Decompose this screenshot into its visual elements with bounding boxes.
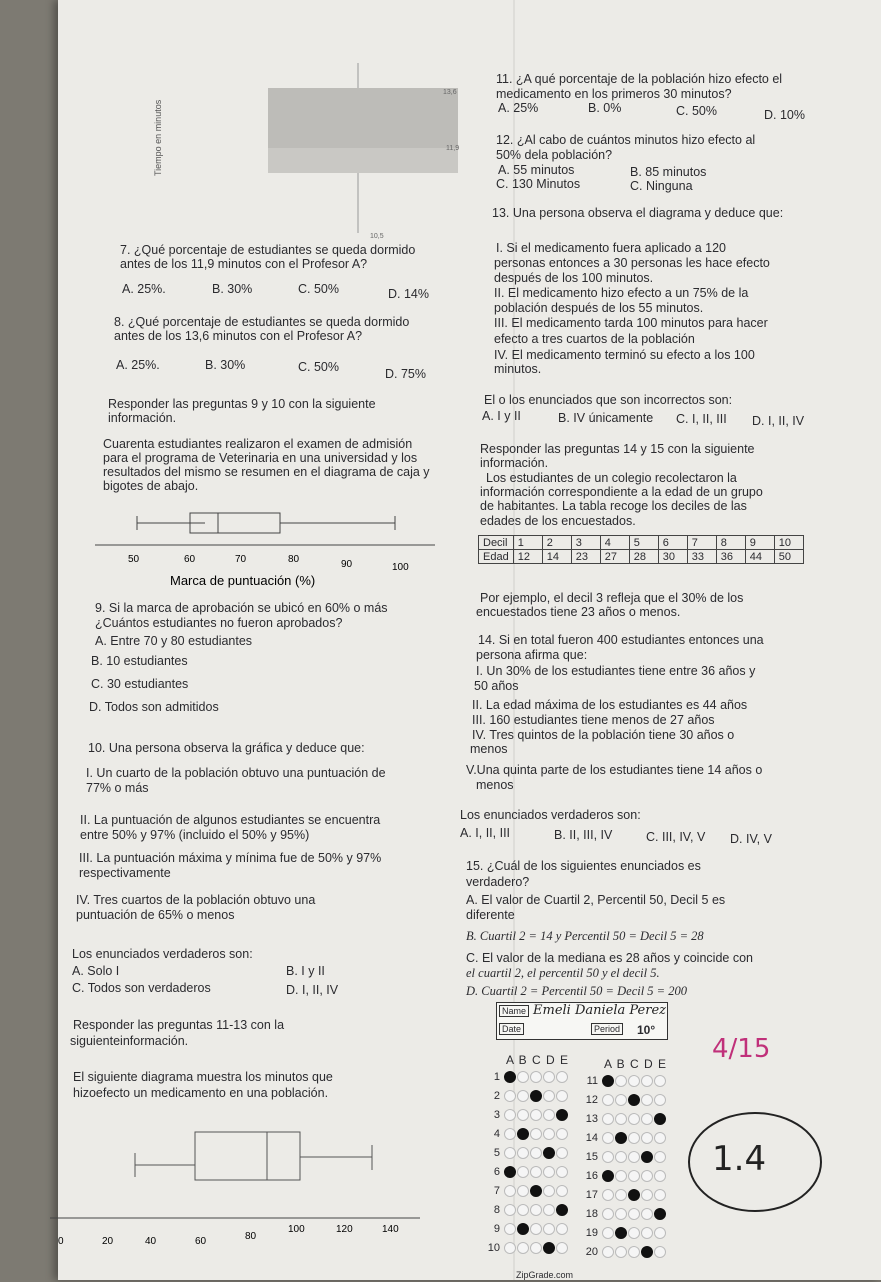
q8-option-c: C. 50%	[298, 360, 339, 374]
q14-line-9: V.Una quinta parte de los estudiantes tiene 14 años o	[466, 763, 763, 777]
q11-stem-2: medicamento en los primeros 30 minutos?	[496, 87, 732, 101]
answer-row	[582, 1224, 667, 1243]
period-label: Period	[591, 1023, 623, 1035]
q11-option-a: A. 25%	[498, 101, 539, 115]
answer-bubble[interactable]	[641, 1151, 653, 1163]
answer-bubble[interactable]	[641, 1189, 653, 1201]
example-note-2: encuestados tiene 23 años o menos.	[476, 605, 681, 619]
answer-row-number: 19	[585, 1227, 598, 1239]
table-cell: 36	[716, 550, 745, 564]
med-tick-0: 0	[58, 1236, 64, 1247]
answer-bubble[interactable]	[517, 1109, 529, 1121]
q15-option-a1: A. El valor de Cuartil 2, Percentil 50, Decil 5 es	[466, 893, 726, 907]
answer-bubble[interactable]	[628, 1151, 640, 1163]
handwritten-grade: 1.4	[712, 1139, 767, 1179]
intro-11-13-b: siguienteinformación.	[70, 1034, 189, 1048]
intro-14-15: Responder las preguntas 14 y 15 con la siguiente información.	[480, 442, 755, 470]
q15-stem-2: verdadero?	[466, 875, 530, 889]
answer-row-number: 2	[493, 1090, 500, 1102]
q7-stem: 7. ¿Qué porcentaje de estudiantes se queda dormido antes de los 11,9 minutos con el Profesor A?	[120, 243, 416, 271]
q12-stem-2: 50% dela población?	[496, 148, 613, 162]
answer-bubble[interactable]	[504, 1109, 516, 1121]
answer-row	[484, 1220, 569, 1239]
q9-option-b: B. 10 estudiantes	[91, 654, 188, 668]
answer-bubble[interactable]	[602, 1132, 614, 1144]
q7-option-b: B. 30%	[212, 282, 253, 296]
q13-option-b: B. IV únicamente	[558, 411, 654, 425]
answer-bubble[interactable]	[530, 1242, 542, 1254]
answer-bubble[interactable]	[504, 1128, 516, 1140]
medicine-box-plot	[40, 1120, 440, 1250]
answer-row-number: 10	[487, 1242, 500, 1254]
answer-row-number: 5	[493, 1147, 500, 1159]
answer-bubble[interactable]	[654, 1227, 666, 1239]
top-box-plot	[148, 58, 468, 248]
answer-bubble[interactable]	[556, 1185, 568, 1197]
table-cell: 27	[600, 550, 629, 564]
q10-statement-2a: II. La puntuación de algunos estudiantes se encuentra	[80, 813, 381, 827]
table-cell: 3	[571, 536, 600, 550]
period-value: 10°	[637, 1023, 656, 1037]
answer-bubble[interactable]	[543, 1242, 555, 1254]
q12-stem-1: 12. ¿Al cabo de cuántos minutos hizo efecto al	[496, 133, 756, 147]
answer-bubble[interactable]	[602, 1246, 614, 1258]
answer-bubble[interactable]	[602, 1170, 614, 1182]
q13-line-4: II. El medicamento hizo efecto a un 75% de la	[494, 286, 749, 300]
answer-row	[484, 1087, 569, 1106]
table-cell: 1	[513, 536, 542, 550]
top-tick-1: 13,6	[443, 89, 457, 96]
answer-row	[484, 1163, 569, 1182]
answer-sheet-header	[496, 1002, 668, 1040]
top-tick-2: 11,9	[446, 145, 460, 152]
answer-row	[582, 1205, 667, 1224]
answer-bubble[interactable]	[628, 1189, 640, 1201]
answer-bubble[interactable]	[615, 1227, 627, 1239]
answer-row-number: 20	[585, 1246, 598, 1258]
context-11-13-a: El siguiente diagrama muestra los minutos que	[73, 1070, 333, 1084]
q14-line-4: 50 años	[474, 679, 519, 693]
answer-bubble[interactable]	[602, 1208, 614, 1220]
handwritten-score: 4/15	[712, 1034, 771, 1064]
q13-option-a: A. I y II	[482, 409, 521, 423]
answer-bubble[interactable]	[504, 1147, 516, 1159]
answer-bubble[interactable]	[530, 1185, 542, 1197]
answer-row-number: 6	[493, 1166, 500, 1178]
context-11-13-b: hizoefecto un medicamento en una población.	[73, 1086, 329, 1100]
answer-row-number: 15	[585, 1151, 598, 1163]
answer-row-number: 7	[493, 1185, 500, 1197]
q15-option-d: D. Cuartil 2 = Percentil 50 = Decil 5 = 200	[466, 984, 687, 998]
answer-bubble[interactable]	[530, 1128, 542, 1140]
q13-line-2: personas entonces a 30 personas les hace efecto	[494, 256, 770, 270]
answer-bubble[interactable]	[543, 1128, 555, 1140]
med-box	[195, 1132, 300, 1180]
q12-option-a: A. 55 minutos	[498, 163, 575, 177]
footer-brand: ZipGrade.com	[516, 1270, 574, 1280]
q12-option-b: B. 85 minutos	[630, 165, 707, 179]
answer-bubble[interactable]	[530, 1090, 542, 1102]
q7-option-d: D. 14%	[388, 287, 429, 301]
answer-bubble[interactable]	[654, 1113, 666, 1125]
score-tick-60: 60	[184, 554, 196, 565]
answer-bubble[interactable]	[556, 1128, 568, 1140]
q10-true-label: Los enunciados verdaderos son:	[72, 947, 253, 961]
q8-stem: 8. ¿Qué porcentaje de estudiantes se queda dormido antes de los 13,6 minutos con el Profesor A?	[114, 315, 410, 343]
answer-row-number: 14	[585, 1132, 598, 1144]
answer-bubble[interactable]	[654, 1246, 666, 1258]
table-cell: 14	[542, 550, 571, 564]
med-tick-100: 100	[288, 1224, 305, 1235]
answer-row	[582, 1091, 667, 1110]
answer-bubble[interactable]	[504, 1090, 516, 1102]
answer-column-1	[484, 1068, 569, 1258]
age-row	[479, 550, 804, 564]
student-name: Emeli Daniela Perez	[533, 1003, 667, 1018]
table-cell: 5	[629, 536, 658, 550]
q15-option-b: B. Cuartil 2 = 14 y Percentil 50 = Decil 5 = 28	[466, 929, 704, 943]
q14-line-3: I. Un 30% de los estudiantes tiene entre 36 años y	[476, 664, 756, 678]
top-box-lower	[268, 148, 458, 173]
q12-option-c: C. 130 Minutos	[496, 177, 581, 191]
answer-bubble[interactable]	[602, 1113, 614, 1125]
answer-column-2	[582, 1072, 667, 1262]
answer-bubble[interactable]	[543, 1185, 555, 1197]
answer-bubble[interactable]	[530, 1223, 542, 1235]
score-tick-70: 70	[235, 554, 247, 565]
answer-bubble[interactable]	[530, 1166, 542, 1178]
q9-option-a: A. Entre 70 y 80 estudiantes	[95, 634, 253, 648]
table-cell: 28	[629, 550, 658, 564]
score-axis-label: Marca de puntuación (%)	[170, 573, 316, 588]
q10-statement-1b: 77% o más	[86, 781, 149, 795]
context-14-15-4: edades de los encuestados.	[480, 514, 636, 528]
answer-row	[582, 1167, 667, 1186]
answer-bubble[interactable]	[517, 1147, 529, 1159]
decile-row	[479, 536, 804, 550]
answer-bubble[interactable]	[641, 1094, 653, 1106]
q9-stem-2: ¿Cuántos estudiantes no fueron aprobados?	[95, 616, 343, 630]
q15-stem-1: 15. ¿Cuál de los siguientes enunciados es	[466, 859, 701, 873]
table-cell: 2	[542, 536, 571, 550]
answer-bubble[interactable]	[517, 1090, 529, 1102]
q10-option-b: B. I y II	[286, 964, 325, 978]
q10-statement-1a: I. Un cuarto de la población obtuvo una puntuación de	[86, 766, 386, 780]
answer-bubble[interactable]	[641, 1170, 653, 1182]
answer-bubble[interactable]	[628, 1208, 640, 1220]
age-row-label: Edad	[479, 550, 514, 564]
top-ylabel: Tiempo en minutos	[153, 99, 163, 176]
answer-row	[582, 1243, 667, 1262]
answer-bubble[interactable]	[556, 1242, 568, 1254]
q13-line-8: IV. El medicamento terminó su efecto a los 100	[494, 348, 755, 362]
answer-bubble[interactable]	[654, 1151, 666, 1163]
answer-bubble[interactable]	[556, 1223, 568, 1235]
context-14-15-2: información correspondiente a la edad de un grupo	[480, 485, 763, 499]
q13-incorrect-label: El o los enunciados que son incorrectos son:	[484, 393, 733, 407]
answer-bubble[interactable]	[556, 1166, 568, 1178]
answer-row-number: 13	[585, 1113, 598, 1125]
q13-line-1: I. Si el medicamento fuera aplicado a 120	[496, 241, 726, 255]
answer-bubble[interactable]	[543, 1166, 555, 1178]
answer-row-number: 1	[493, 1071, 500, 1083]
answer-bubble[interactable]	[602, 1189, 614, 1201]
answer-bubble[interactable]	[641, 1132, 653, 1144]
q8-option-b: B. 30%	[205, 358, 246, 372]
context-14-15-3: de habitantes. La tabla recoge los deciles de las	[480, 499, 747, 513]
answer-row	[484, 1125, 569, 1144]
answer-bubble[interactable]	[530, 1071, 542, 1083]
q11-option-d: D. 10%	[764, 108, 805, 122]
answer-row-number: 3	[493, 1109, 500, 1121]
q10-option-d: D. I, II, IV	[286, 983, 339, 997]
answer-bubble[interactable]	[628, 1075, 640, 1087]
answer-bubble[interactable]	[628, 1246, 640, 1258]
context-14-15-1: Los estudiantes de un colegio recolectaron la	[486, 471, 737, 485]
answer-row-number: 12	[585, 1094, 598, 1106]
answer-bubble[interactable]	[504, 1242, 516, 1254]
q13-line-7: efecto a tres cuartos de la población	[494, 332, 695, 346]
answer-bubble[interactable]	[517, 1204, 529, 1216]
answer-bubble[interactable]	[543, 1090, 555, 1102]
q10-statement-3a: III. La puntuación máxima y mínima fue de 50% y 97%	[79, 851, 382, 865]
intro-9-10: Responder las preguntas 9 y 10 con la siguiente información.	[108, 397, 376, 425]
answer-row	[484, 1144, 569, 1163]
answer-row	[484, 1201, 569, 1220]
answer-bubble[interactable]	[556, 1147, 568, 1159]
answer-bubble[interactable]	[530, 1109, 542, 1121]
answer-bubble[interactable]	[517, 1223, 529, 1235]
answer-bubble[interactable]	[543, 1204, 555, 1216]
context-9-10: Cuarenta estudiantes realizaron el examen de admisión para el programa de Veterinaria en una universidad y los resultados del mismo se resumen en el diagrama de caja y bigotes de abajo.	[103, 437, 430, 493]
answer-bubble[interactable]	[602, 1227, 614, 1239]
q9-option-d: D. Todos son admitidos	[89, 700, 219, 714]
table-cell: 33	[687, 550, 716, 564]
q10-statement-3b: respectivamente	[79, 866, 171, 880]
q11-option-b: B. 0%	[588, 101, 622, 115]
answer-row-number: 16	[585, 1170, 598, 1182]
answer-row-number: 9	[493, 1223, 500, 1235]
answer-bubble[interactable]	[543, 1223, 555, 1235]
q8-option-a: A. 25%.	[116, 358, 160, 372]
q14-line-5: II. La edad máxima de los estudiantes es 44 años	[472, 698, 748, 712]
score-tick-100: 100	[392, 562, 409, 573]
med-tick-120: 120	[336, 1224, 353, 1235]
answer-row	[582, 1072, 667, 1091]
q13-line-9: minutos.	[494, 362, 542, 376]
table-cell: 30	[658, 550, 687, 564]
q13-option-c: C. I, II, III	[676, 412, 727, 426]
answer-row	[582, 1148, 667, 1167]
col1-letters: A B C D E	[506, 1053, 570, 1067]
q15-option-c2: el cuartil 2, el percentil 50 y el decil 5.	[466, 966, 660, 980]
name-label: Name	[499, 1005, 529, 1017]
table-cell: 10	[774, 536, 803, 550]
decile-table	[478, 535, 804, 564]
answer-row	[582, 1186, 667, 1205]
example-note-1: Por ejemplo, el decil 3 refleja que el 30% de los	[480, 591, 744, 605]
table-cell: 12	[513, 550, 542, 564]
answer-bubble[interactable]	[504, 1071, 516, 1083]
q14-line-6: III. 160 estudiantes tiene menos de 27 años	[472, 713, 715, 727]
q7-option-c: C. 50%	[298, 282, 339, 296]
answer-bubble[interactable]	[641, 1075, 653, 1087]
answer-row	[484, 1068, 569, 1087]
answer-bubble[interactable]	[615, 1189, 627, 1201]
answer-bubble[interactable]	[556, 1204, 568, 1216]
score-tick-80: 80	[288, 554, 300, 565]
answer-bubble[interactable]	[530, 1204, 542, 1216]
score-tick-90: 90	[341, 559, 353, 570]
answer-bubble[interactable]	[615, 1094, 627, 1106]
q14-line-8: menos	[470, 742, 508, 756]
date-label: Date	[499, 1023, 524, 1035]
answer-bubble[interactable]	[602, 1094, 614, 1106]
med-tick-80: 80	[245, 1231, 257, 1242]
q11-option-c: C. 50%	[676, 104, 717, 118]
answer-bubble[interactable]	[602, 1151, 614, 1163]
score-tick-50: 50	[128, 554, 140, 565]
answer-bubble[interactable]	[556, 1071, 568, 1083]
answer-row-number: 4	[493, 1128, 500, 1140]
q10-statement-4b: puntuación de 65% o menos	[76, 908, 235, 922]
answer-row-number: 17	[585, 1189, 598, 1201]
q13-stem: 13. Una persona observa el diagrama y deduce que:	[492, 206, 784, 220]
q7-option-a: A. 25%.	[122, 282, 166, 296]
answer-bubble[interactable]	[615, 1170, 627, 1182]
answer-bubble[interactable]	[615, 1075, 627, 1087]
q10-statement-4a: IV. Tres cuartos de la población obtuvo una	[76, 893, 316, 907]
answer-row	[582, 1110, 667, 1129]
q13-line-5: población después de los 55 minutos.	[494, 301, 704, 315]
q10-statement-2b: entre 50% y 97% (incluido el 50% y 95%)	[80, 828, 310, 842]
answer-bubble[interactable]	[654, 1132, 666, 1144]
q13-line-6: III. El medicamento tarda 100 minutos para hacer	[494, 316, 768, 330]
q14-true-label: Los enunciados verdaderos son:	[460, 808, 641, 822]
answer-bubble[interactable]	[517, 1128, 529, 1140]
answer-bubble[interactable]	[517, 1185, 529, 1197]
answer-row-number: 11	[586, 1075, 598, 1087]
answer-bubble[interactable]	[641, 1208, 653, 1220]
answer-bubble[interactable]	[615, 1113, 627, 1125]
answer-bubble[interactable]	[628, 1132, 640, 1144]
answer-row-number: 18	[585, 1208, 598, 1220]
table-cell: 8	[716, 536, 745, 550]
answer-row	[484, 1182, 569, 1201]
answer-bubble[interactable]	[504, 1223, 516, 1235]
table-cell: 9	[745, 536, 774, 550]
col2-letters: A B C D E	[604, 1057, 668, 1071]
q10-option-a: A. Solo I	[72, 964, 120, 978]
answer-bubble[interactable]	[641, 1246, 653, 1258]
q15-option-c1: C. El valor de la mediana es 28 años y coincide con	[466, 951, 753, 965]
answer-bubble[interactable]	[641, 1113, 653, 1125]
answer-bubble[interactable]	[543, 1071, 555, 1083]
answer-bubble[interactable]	[654, 1170, 666, 1182]
q14-line-10: menos	[476, 778, 514, 792]
answer-row-number: 8	[493, 1204, 500, 1216]
q13-line-3: después de los 100 minutos.	[494, 271, 654, 285]
med-tick-20: 20	[102, 1236, 114, 1247]
q12-option-d: C. Ninguna	[630, 179, 693, 193]
decile-row-label: Decil	[479, 536, 514, 550]
answer-bubble[interactable]	[543, 1109, 555, 1121]
score-box-plot	[95, 505, 445, 590]
answer-bubble[interactable]	[654, 1094, 666, 1106]
answer-bubble[interactable]	[641, 1227, 653, 1239]
q14-line-1: 14. Si en total fueron 400 estudiantes entonces una	[478, 633, 764, 647]
answer-bubble[interactable]	[530, 1147, 542, 1159]
answer-row	[582, 1129, 667, 1148]
q10-option-c: C. Todos son verdaderos	[72, 981, 211, 995]
answer-bubble[interactable]	[517, 1242, 529, 1254]
q11-stem-1: 11. ¿A qué porcentaje de la población hizo efecto el	[496, 72, 783, 86]
table-cell: 50	[774, 550, 803, 564]
med-tick-140: 140	[382, 1224, 399, 1235]
answer-bubble[interactable]	[628, 1113, 640, 1125]
table-cell: 44	[745, 550, 774, 564]
answer-bubble[interactable]	[615, 1246, 627, 1258]
q14-option-a: A. I, II, III	[460, 826, 511, 840]
answer-bubble[interactable]	[628, 1170, 640, 1182]
answer-bubble[interactable]	[517, 1071, 529, 1083]
q15-option-a2: diferente	[466, 908, 515, 922]
answer-bubble[interactable]	[556, 1090, 568, 1102]
top-tick-3: 10,5	[370, 233, 384, 240]
answer-bubble[interactable]	[654, 1189, 666, 1201]
top-box-upper	[268, 88, 458, 148]
table-cell: 6	[658, 536, 687, 550]
answer-bubble[interactable]	[504, 1204, 516, 1216]
q14-option-d: D. IV, V	[730, 832, 772, 846]
answer-bubble[interactable]	[654, 1208, 666, 1220]
answer-row	[484, 1239, 569, 1258]
answer-bubble[interactable]	[615, 1151, 627, 1163]
answer-bubble[interactable]	[504, 1166, 516, 1178]
q14-option-c: C. III, IV, V	[646, 830, 706, 844]
intro-11-13-a: Responder las preguntas 11-13 con la	[73, 1018, 285, 1032]
answer-bubble[interactable]	[517, 1166, 529, 1178]
table-cell: 4	[600, 536, 629, 550]
med-tick-40: 40	[145, 1236, 157, 1247]
med-tick-60: 60	[195, 1236, 207, 1247]
answer-bubble[interactable]	[556, 1109, 568, 1121]
answer-row	[484, 1106, 569, 1125]
answer-bubble[interactable]	[615, 1208, 627, 1220]
q10-stem: 10. Una persona observa la gráfica y deduce que:	[88, 741, 365, 755]
answer-bubble[interactable]	[654, 1075, 666, 1087]
q8-option-d: D. 75%	[385, 367, 426, 381]
answer-bubble[interactable]	[504, 1185, 516, 1197]
table-cell: 23	[571, 550, 600, 564]
answer-bubble[interactable]	[602, 1075, 614, 1087]
q9-stem-1: 9. Si la marca de aprobación se ubicó en 60% o más	[95, 601, 388, 615]
table-cell: 7	[687, 536, 716, 550]
q14-option-b: B. II, III, IV	[554, 828, 613, 842]
q13-option-d: D. I, II, IV	[752, 414, 805, 428]
answer-bubble[interactable]	[628, 1227, 640, 1239]
q9-option-c: C. 30 estudiantes	[91, 677, 189, 691]
answer-bubble[interactable]	[615, 1132, 627, 1144]
q14-line-2: persona afirma que:	[476, 648, 588, 662]
q14-line-7: IV. Tres quintos de la población tiene 30 años o	[472, 728, 735, 742]
answer-bubble[interactable]	[543, 1147, 555, 1159]
answer-bubble[interactable]	[628, 1094, 640, 1106]
